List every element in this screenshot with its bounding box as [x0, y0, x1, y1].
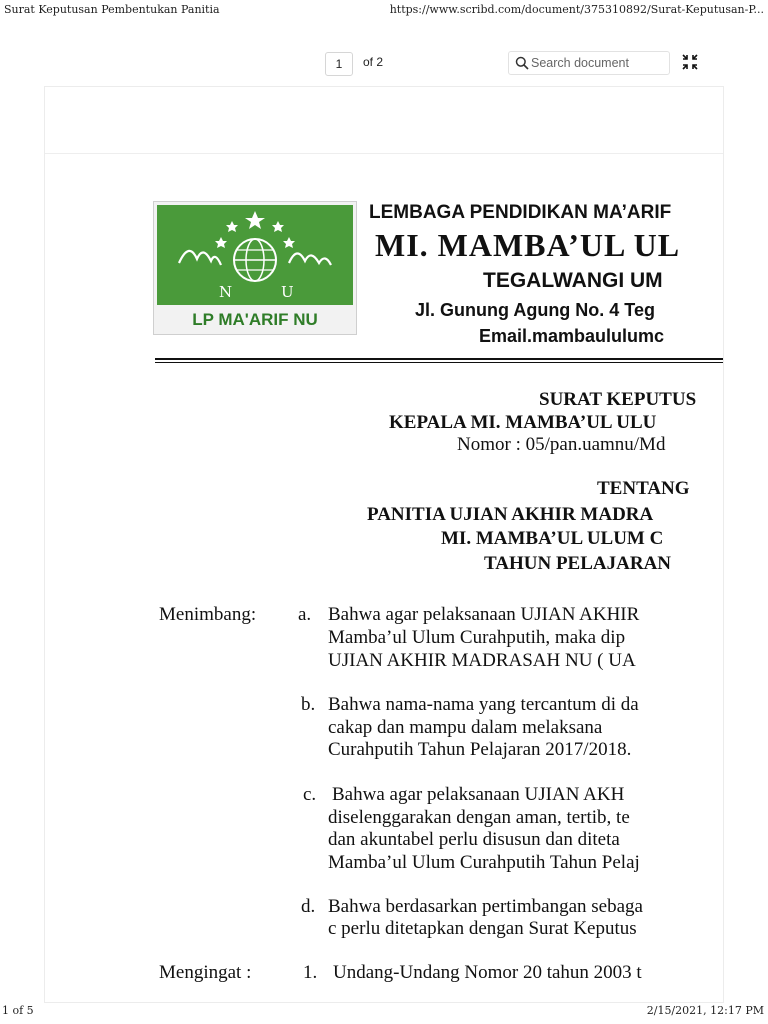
page-number-input[interactable]: 1: [325, 52, 353, 76]
print-title: Surat Keputusan Pembentukan Panitia: [4, 3, 220, 16]
letterhead-email: Email.mambaululumc: [479, 326, 665, 346]
nu-globe-icon: [157, 205, 353, 305]
document-page: [45, 87, 723, 1002]
decree-number: Nomor : 05/pan.uamnu/Md: [457, 434, 666, 455]
letterhead-divider-thin: [155, 362, 723, 363]
lp-maarif-nu-logo: [153, 201, 357, 335]
fullscreen-icon[interactable]: [682, 54, 698, 70]
menimbang-c-marker: c.: [303, 784, 317, 805]
menimbang-a-line1: Bahwa agar pelaksanaan UJIAN AKHIR: [328, 604, 640, 625]
letterhead-school-name: MI. MAMBA’UL UL: [375, 227, 681, 263]
print-datetime: 2/15/2021, 12:17 PM: [646, 1004, 764, 1017]
menimbang-a-line3: UJIAN AKHIR MADRASAH NU ( UA: [328, 650, 636, 671]
menimbang-c-line2: diselenggarakan dengan aman, tertib, te: [328, 807, 630, 828]
menimbang-b-line1: Bahwa nama-nama yang tercantum di da: [328, 694, 639, 715]
print-footer: [0, 1002, 768, 1022]
menimbang-label: Menimbang:: [159, 604, 257, 625]
page-total: of 2: [363, 55, 384, 69]
letterhead-address: Jl. Gunung Agung No. 4 Teg: [415, 300, 655, 320]
page-top-margin: [45, 87, 723, 154]
search-document-field[interactable]: [508, 51, 670, 75]
mengingat-1-text: Undang-Undang Nomor 20 tahun 2003 t: [333, 962, 642, 983]
print-page-count: 1 of 5: [2, 1004, 34, 1017]
menimbang-c-line1: Bahwa agar pelaksanaan UJIAN AKH: [332, 784, 625, 805]
print-url: https://www.scribd.com/document/375310892/Surat-Keputusan-P...: [389, 3, 764, 16]
emblem-letter-u: U: [281, 283, 294, 301]
logo-emblem: [157, 205, 353, 305]
menimbang-b-line3: Curahputih Tahun Pelajaran 2017/2018.: [328, 739, 632, 760]
decree-title: SURAT KEPUTUS: [539, 389, 697, 410]
decree-subject-line2: MI. MAMBA’UL ULUM C: [441, 528, 664, 549]
decree-subject-line1: PANITIA UJIAN AKHIR MADRA: [367, 504, 654, 525]
search-placeholder: Search document: [531, 56, 629, 70]
letterhead-location: TEGALWANGI UM: [483, 269, 663, 292]
menimbang-a-marker: a.: [298, 604, 312, 625]
search-icon: [515, 56, 529, 70]
menimbang-d-line1: Bahwa berdasarkan pertimbangan sebaga: [328, 896, 643, 917]
menimbang-c-line3: dan akuntabel perlu disusun dan diteta: [328, 829, 620, 850]
print-header: [0, 0, 768, 20]
emblem-letter-n: N: [219, 283, 233, 301]
letterhead-institution: LEMBAGA PENDIDIKAN MA’ARIF: [369, 202, 672, 223]
mengingat-1-marker: 1.: [303, 962, 318, 983]
letterhead-divider: [155, 358, 723, 360]
logo-label: LP MA'ARIF NU: [192, 310, 318, 329]
menimbang-d-marker: d.: [301, 896, 316, 917]
decree-about: TENTANG: [597, 478, 690, 499]
decree-subject-line3: TAHUN PELAJARAN: [484, 553, 672, 574]
menimbang-d-line2: c perlu ditetapkan dengan Surat Keputus: [328, 918, 637, 939]
menimbang-c-line4: Mamba’ul Ulum Curahputih Tahun Pelaj: [328, 852, 640, 873]
document-toolbar: [0, 44, 768, 80]
menimbang-a-line2: Mamba’ul Ulum Curahputih, maka dip: [328, 627, 626, 648]
menimbang-b-line2: cakap dan mampu dalam melaksana: [328, 717, 603, 738]
decree-issuer: KEPALA MI. MAMBA’UL ULU: [389, 412, 657, 433]
mengingat-label: Mengingat :: [159, 962, 252, 983]
menimbang-b-marker: b.: [301, 694, 316, 715]
